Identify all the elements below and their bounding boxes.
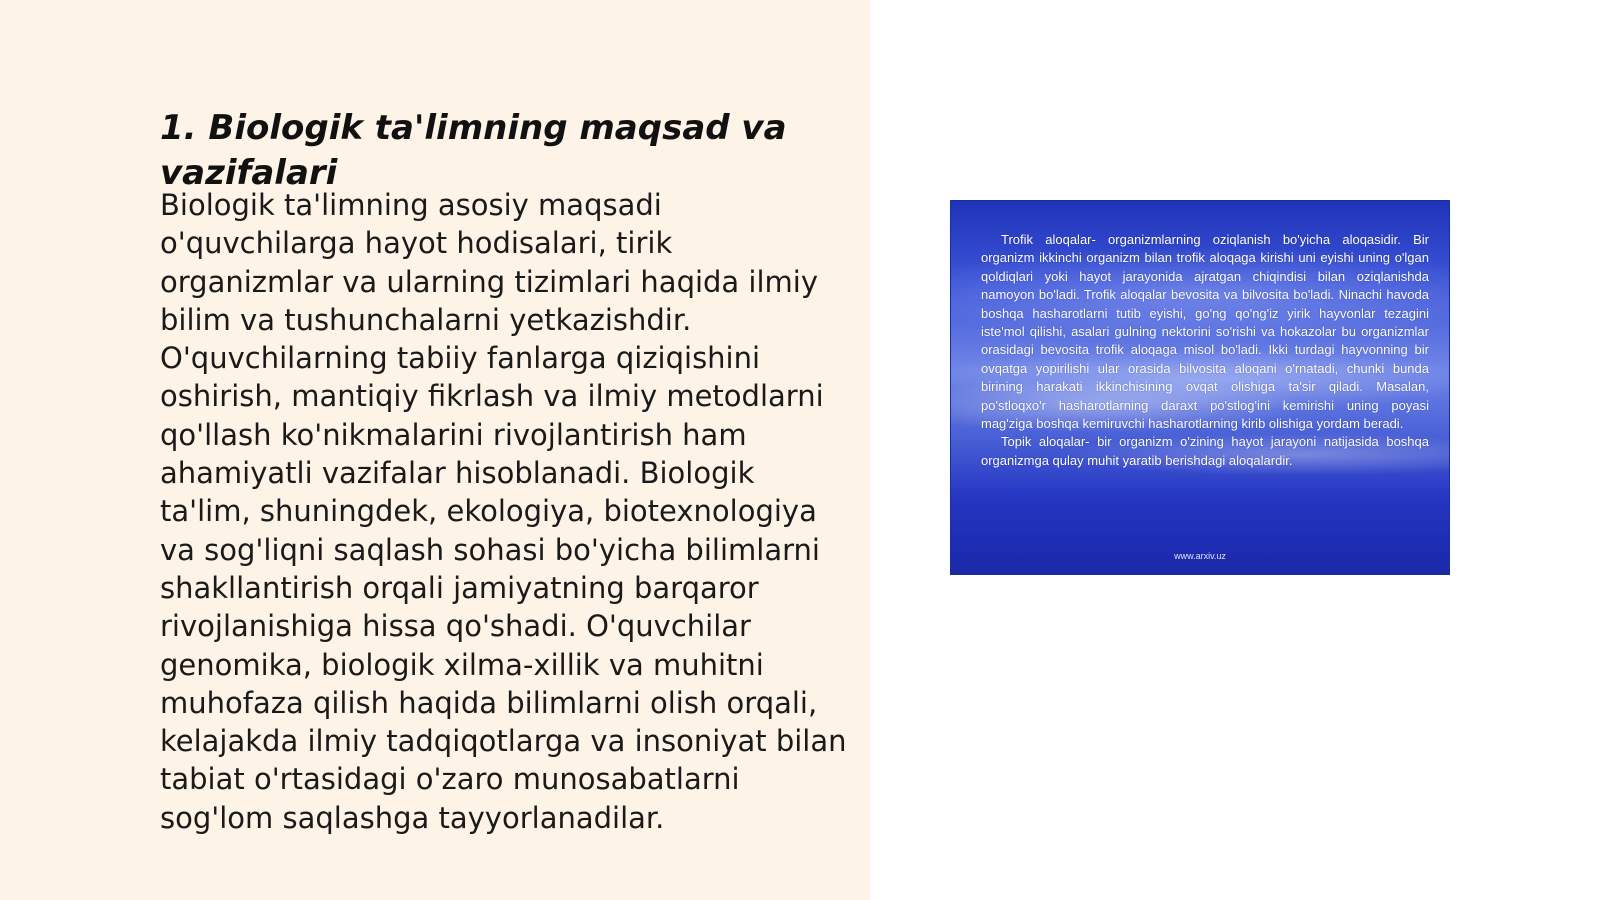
slide-body-text: Biologik ta'limning asosiy maqsadi o'quvchilarga hayot hodisalari, tirik organizmlar va ularning tizimlari haqida ilmiy bilim va tushunchalarni yetkazishdir. O'quvchilarning tabiiy fanlarga qiziqishini oshirish, mantiqiy fikrlash va ilmiy metodlarni qo'llash ko'nikmalarini rivojlantirish ham ahamiyatli vazifalar hisoblanadi. Biologik ta'lim, shuningdek, ekologiya, biotexnologiya va sog'liqni saqlash sohasi bo'yicha bilimlarni shakllantirish orqali jamiyatning barqaror rivojlanishiga hissa qo'shadi. O'quvchilar genomika, biologik xilma-xillik va muhitni muhofaza qilish haqida bilimlarni olish orqali, kelajakda ilmiy tadqiqotlarga va insoniyat bilan tabiat o'rtasidagi o'zaro munosabatlarni sog'lom saqlashga tayyorlanadilar. [160,188,847,835]
image-paragraph-topik: Topik aloqalar- bir organizm o'zining hayot jarayoni natijasida boshqa organizmga qulay muhit yaratib berishdagi aloqalardir. [981,434,1429,468]
image-source-footer: www.arxiv.uz [1174,551,1226,561]
slide-image [950,200,1450,575]
image-paragraph-trofik: Trofik aloqalar- organizmlarning oziqlanish bo'yicha aloqasidir. Bir organizm ikkinchi organizm bilan trofik aloqaga kirishi uni eyishi uning o'lgan qoldiqlari yoki hayot jarayonida ajratgan chiqindisi bilan oziqlanishda namoyon bo'ladi. Trofik aloqalar bevosita va bilvosita bo'ladi. Ninachi havoda boshqa hasharotlarni tutib eyishi, go'ng qo'ng'iz yirik hayvonlar tezagini iste'mol qilishi, asalari gulning nektorini so'rishi va hokazolar bu organizmlar orasidagi bevosita trofik aloqaga misol bo'ladi. Ikki turdagi hayvonning bir ovqatga yopirilishi ular orasida bilvosita aloqani o'rnatadi, chunki bunda birining harakati ikkinchisining ovqat olishiga ta'sir qiladi. Masalan, po'stloqxo'r hasharotlarning daraxt po'stlog'ini kemirishi uning poyasi mag'ziga boshqa kemiruvchi hasharotlarning kirib olishiga yordam beradi. [981,232,1429,432]
slide-title: 1. Biologik ta'limning maqsad va vazifalari [160,108,787,193]
image-text [981,231,1429,470]
